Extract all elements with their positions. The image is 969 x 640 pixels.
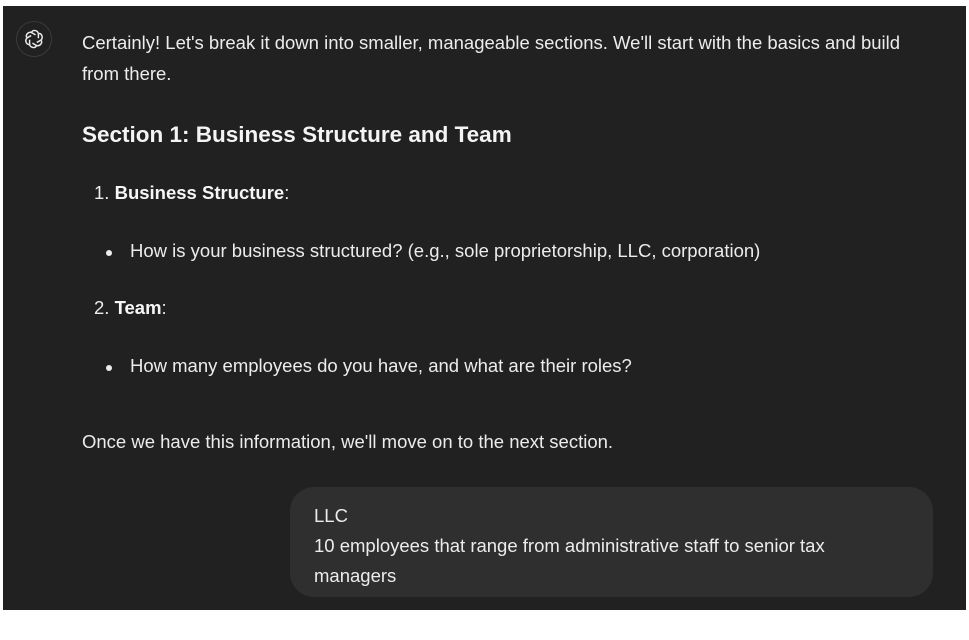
user-message-line: LLC — [314, 505, 348, 526]
list-number: 1. — [94, 182, 110, 203]
assistant-message — [82, 27, 942, 452]
assistant-outro: Once we have this information, we'll move on to the next section. — [82, 431, 614, 452]
section-heading: Section 1: Business Structure and Team — [82, 122, 512, 147]
list-item-business-structure — [94, 182, 289, 204]
bullet-business-structure: How is your business structured? (e.g., sole proprietorship, LLC, corporation) — [130, 240, 761, 261]
list-item-label: Team — [114, 297, 162, 318]
user-message-line: 10 employees that range from administrative staff to senior tax managers — [314, 535, 825, 586]
assistant-intro: Certainly! Let's break it down into smaller, manageable sections. We'll start with the basics and build from there. — [82, 32, 901, 84]
assistant-avatar — [16, 21, 52, 57]
list-item-suffix: : — [284, 182, 290, 203]
list-item-suffix: : — [161, 297, 167, 318]
list-item-team — [94, 297, 167, 319]
chat-window — [3, 6, 966, 610]
user-message-bubble — [290, 487, 933, 597]
bullet-team: How many employees do you have, and what are their roles? — [130, 355, 632, 376]
list-number: 2. — [94, 297, 110, 318]
list-item-label: Business Structure — [114, 182, 285, 203]
openai-logo-icon — [23, 28, 45, 50]
